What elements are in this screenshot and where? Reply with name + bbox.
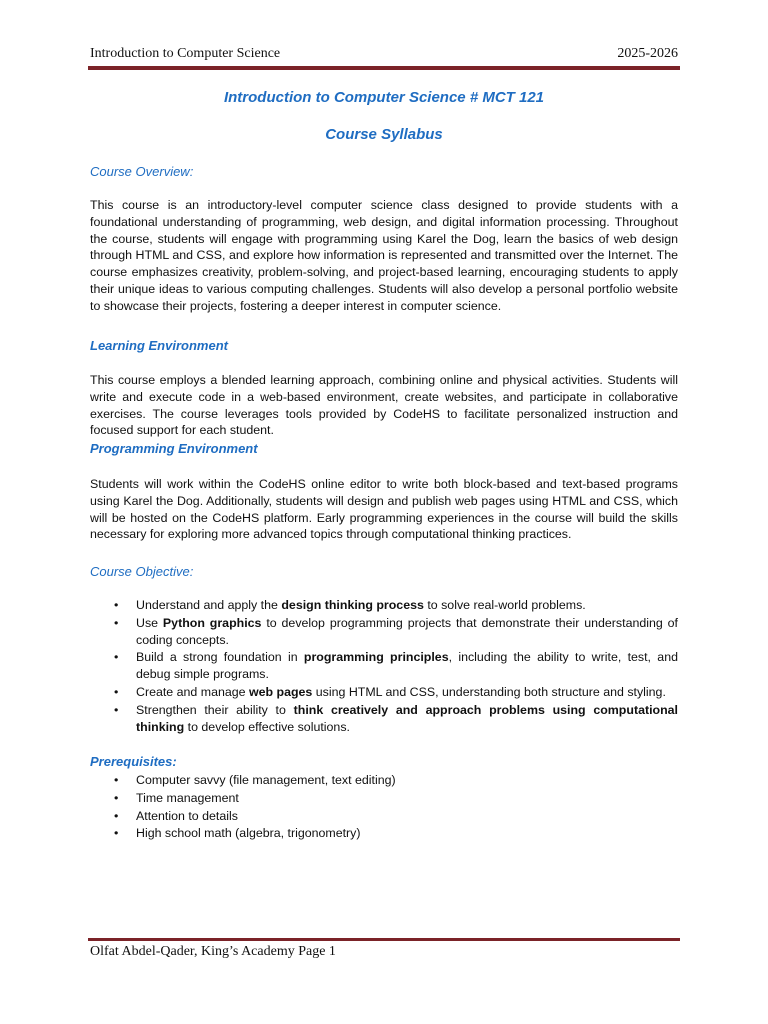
learning-environment-text: This course employs a blended learning approach, combining online and physical activities. Students will write and execute code in a web-based environment, create websites, and participate in collaborative exercises. The course leverages tools provided by CodeHS to facilitate personalized instruction and focused support for each student.	[90, 373, 678, 438]
course-overview-heading: Course Overview:	[90, 164, 194, 179]
bullet-icon: •	[114, 826, 119, 841]
page-header	[90, 46, 678, 66]
list-item: • Build a strong foundation in programming principles, including the ability to write, test, and debug simple programs.	[114, 650, 678, 682]
bullet-icon: •	[114, 790, 119, 805]
list-item: • Strengthen their ability to think creatively and approach problems using computational thinking to develop effective solutions.	[114, 702, 678, 734]
document-subtitle: Course Syllabus	[325, 126, 443, 143]
list-item: • High school math (algebra, trigonometry)	[114, 826, 361, 841]
footer-divider	[88, 938, 680, 941]
prerequisites-heading: Prerequisites:	[90, 754, 177, 769]
header-academic-year: 2025-2026	[617, 46, 678, 61]
header-course-name: Introduction to Computer Science	[90, 46, 281, 61]
course-objective-list	[90, 597, 678, 736]
list-item: • Attention to details	[114, 808, 238, 823]
bullet-icon: •	[114, 702, 119, 717]
bullet-icon: •	[114, 598, 119, 612]
bullet-icon: •	[114, 773, 119, 787]
bullet-icon: •	[114, 615, 119, 630]
bullet-icon: •	[114, 808, 119, 823]
list-item: • Understand and apply the design thinking process to solve real-world problems.	[114, 598, 586, 612]
learning-environment-heading: Learning Environment	[90, 338, 228, 353]
prerequisites-list	[90, 772, 678, 843]
document-title: Introduction to Computer Science # MCT 121	[223, 89, 545, 106]
programming-environment-heading: Programming Environment	[90, 441, 258, 456]
list-item: • Time management	[114, 790, 239, 805]
bullet-icon: •	[114, 684, 119, 699]
programming-environment-text: Students will work within the CodeHS online editor to write both block-based and text-based programs using Karel the Dog. Additionally, students will design and publish web pages using HTML and CSS, which will be hosted on the CodeHS platform. Early programming experiences in the course will build the skills necessary for exploring more advanced topics through computational thinking practices.	[90, 477, 678, 542]
list-item: • Use Python graphics to develop programming projects that demonstrate their understanding of coding concepts.	[114, 615, 678, 647]
course-objective-heading: Course Objective:	[90, 564, 194, 579]
bullet-icon: •	[114, 650, 119, 665]
header-divider	[88, 66, 680, 70]
course-overview-text: This course is an introductory-level computer science class designed to provide students with a foundational understanding of programming, web design, and digital information processing. Throughout the course, students will engage with programming using Karel the Dog, learn the basics of web design through HTML and CSS, and explore how information is represented and transmitted over the Internet. The course emphasizes creativity, problem-solving, and project-based learning, encouraging students to apply their unique ideas to various computing challenges. Students will also develop a personal portfolio website to showcase their projects, fostering a deeper interest in computer science.	[90, 198, 678, 313]
page-footer: Olfat Abdel-Qader, King’s Academy Page 1	[90, 944, 336, 959]
list-item: • Create and manage web pages using HTML and CSS, understanding both structure and styling.	[114, 684, 666, 699]
list-item: • Computer savvy (file management, text editing)	[114, 773, 396, 787]
